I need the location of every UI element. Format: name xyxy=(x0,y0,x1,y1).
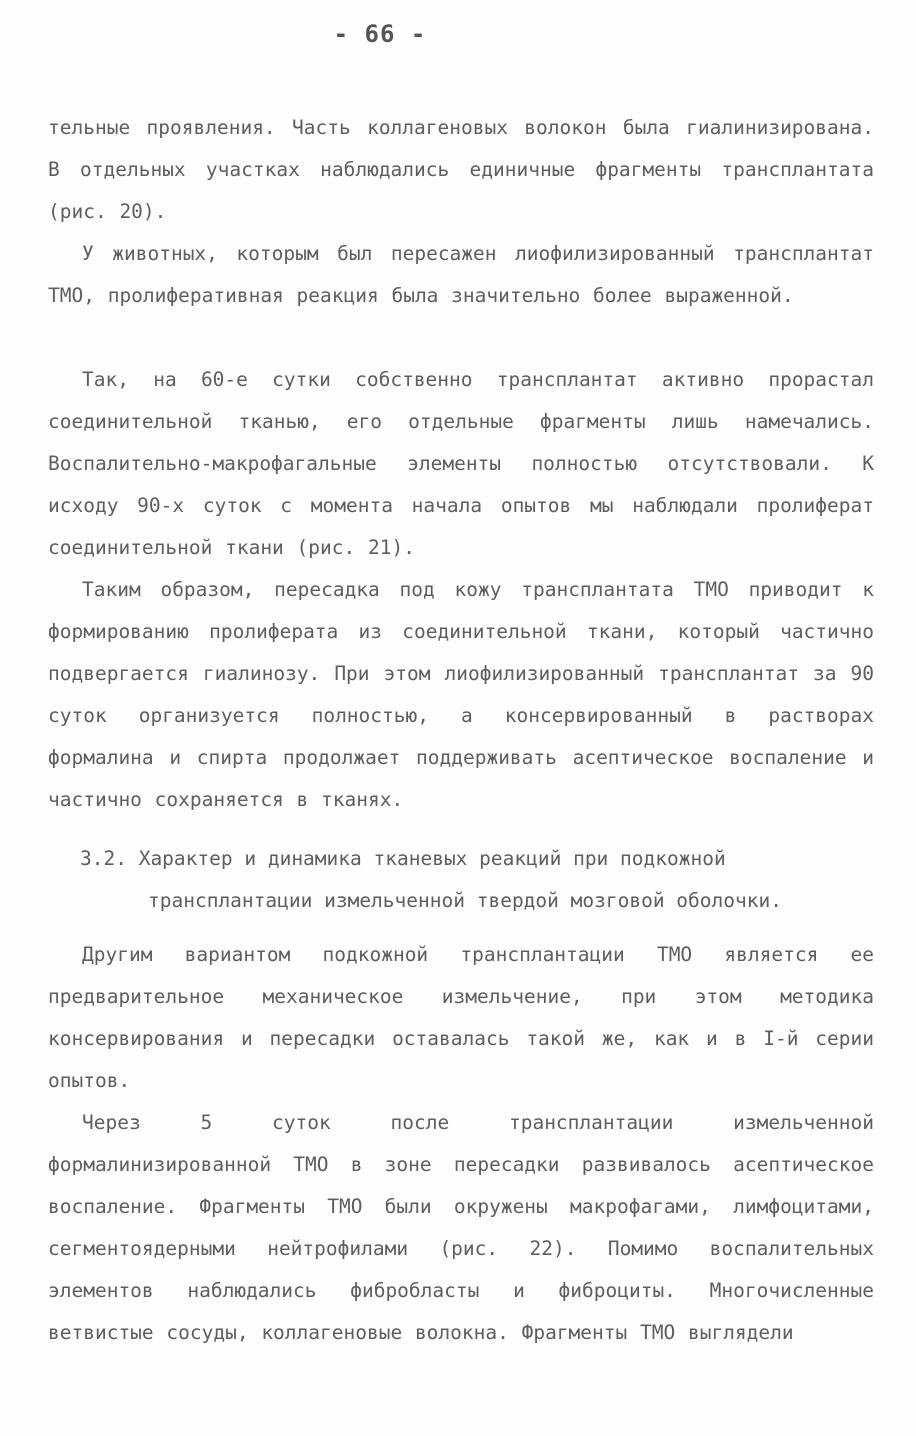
section-heading-line-1: 3.2. Характер и динамика тканевых реакций при подкожной xyxy=(80,847,726,870)
paragraph-5: Другим вариантом подкожной трансплантации ТМО является ее предварительное механическое измельчение, при этом методика консервирования и пересадки оставалась такой же, как и в I-й серии опытов. xyxy=(48,943,874,1092)
paragraph-6: Через 5 суток после трансплантации измельченной формалинизированной ТМО в зоне пересадки развивалось асептическое воспаление. Фрагменты ТМО были окружены макрофагами, лимфоцитами, сегментоядерными нейтрофилами (рис. 22). Помимо воспалительных элементов наблюдались фибробласты и фиброциты. Многочисленные ветвистые сосуды, коллагеновые волокна. Фрагменты ТМО выглядели xyxy=(48,1111,874,1344)
paragraph-1: тельные проявления. Часть коллагеновых волокон была гиалинизирована. В отдельных участках наблюдались единичные фрагменты трансплантата (рис. 20). xyxy=(48,116,874,223)
paragraph-3: Так, на 60-е сутки собственно трансплантат активно прорастал соединительной тканью, его отдельные фрагменты лишь намечались. Воспалительно-макрофагальные элементы полностью отсутствовали. К исходу 90-х суток с момента начала опытов мы наблюдали пролиферат соединительной ткани (рис. 21). xyxy=(48,368,874,559)
section-heading-line-2: трансплантации измельченной твердой мозговой оболочки. xyxy=(148,889,782,912)
page-number: - 66 - xyxy=(333,20,427,48)
section-heading xyxy=(80,838,880,922)
paragraph-2: У животных, которым был пересажен лиофилизированный трансплантат ТМО, пролиферативная реакция была значительно более выраженной. xyxy=(48,242,874,307)
paragraph-4: Таким образом, пересадка под кожу трансплантата ТМО приводит к формированию пролиферата из соединительной ткани, который частично подвергается гиалинозу. При этом лиофилизированный трансплантат за 90 суток организуется полностью, а консервированный в растворах формалина и спирта продолжает поддерживать асептическое воспаление и частично сохраняется в тканях. xyxy=(48,578,874,811)
